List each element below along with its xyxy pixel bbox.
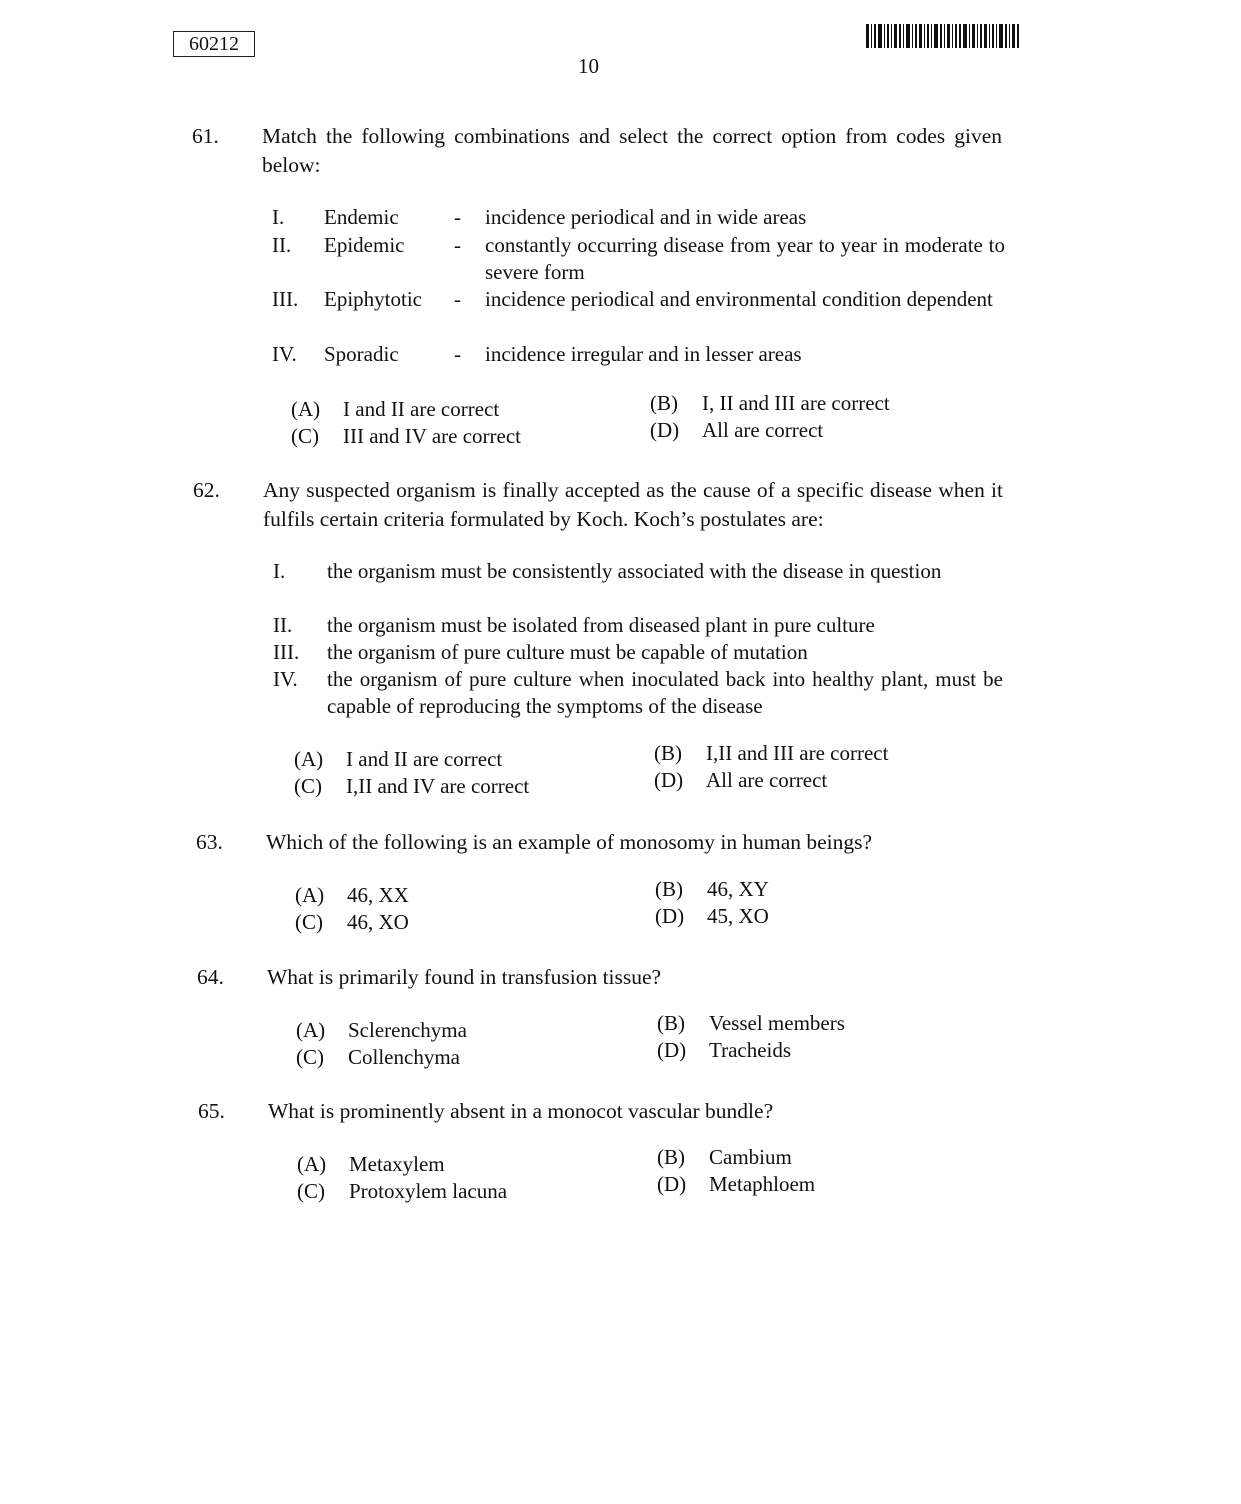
match-description: incidence periodical and in wide areas <box>485 205 807 229</box>
question-number: 64. <box>197 965 224 989</box>
criterion-text: the organism of pure culture must be capable of mutation <box>327 640 808 664</box>
question-number: 65. <box>198 1099 225 1123</box>
option-text: Protoxylem lacuna <box>349 1179 508 1203</box>
criterion-row <box>273 612 1013 639</box>
option-label: (C) <box>291 424 319 448</box>
option-a[interactable] <box>297 1151 445 1178</box>
option-text: Tracheids <box>709 1038 792 1062</box>
option-b[interactable] <box>650 390 890 417</box>
option-text: 46, XO <box>347 910 409 934</box>
match-description: incidence periodical and environmental condition dependent <box>485 287 993 311</box>
option-text: Metaphloem <box>709 1172 816 1196</box>
option-b[interactable] <box>657 1144 792 1171</box>
option-label: (D) <box>657 1038 687 1062</box>
option-c[interactable] <box>291 423 521 450</box>
option-a[interactable] <box>296 1017 467 1044</box>
match-roman: I. <box>272 205 285 229</box>
option-text: Sclerenchyma <box>348 1018 467 1042</box>
option-label: (A) <box>294 747 324 771</box>
option-label: (B) <box>657 1011 685 1035</box>
option-b[interactable] <box>654 740 888 767</box>
match-row <box>272 341 1012 368</box>
criterion-roman: I. <box>273 559 286 583</box>
match-dash: - <box>454 342 461 366</box>
option-d[interactable] <box>655 903 769 930</box>
match-term: Sporadic <box>324 342 399 366</box>
option-a[interactable] <box>295 882 409 909</box>
question-63 <box>196 828 1016 858</box>
option-label: (B) <box>654 741 682 765</box>
option-text: Vessel members <box>709 1011 845 1035</box>
option-text: I, II and III are correct <box>702 391 890 415</box>
criterion-roman: II. <box>273 613 293 637</box>
option-text: I and II are correct <box>343 397 500 421</box>
option-label: (A) <box>295 883 325 907</box>
option-label: (B) <box>650 391 678 415</box>
barcode-graphic <box>866 24 1021 48</box>
question-text: What is prominently absent in a monocot vascular bundle? <box>268 1099 774 1123</box>
match-term: Endemic <box>324 205 399 229</box>
option-text: Metaxylem <box>349 1152 445 1176</box>
match-row <box>272 232 1012 286</box>
option-label: (A) <box>291 397 321 421</box>
match-row <box>272 204 1012 231</box>
option-text: 46, XX <box>347 883 409 907</box>
match-row <box>272 286 1012 340</box>
match-dash: - <box>454 287 461 311</box>
option-label: (B) <box>655 877 683 901</box>
option-label: (A) <box>297 1152 327 1176</box>
match-dash: - <box>454 233 461 257</box>
option-label: (C) <box>294 774 322 798</box>
option-text: III and IV are correct <box>343 424 521 448</box>
option-label: (C) <box>296 1045 324 1069</box>
option-text: Cambium <box>709 1145 792 1169</box>
paper-code-box <box>173 31 255 57</box>
question-64 <box>197 963 1017 993</box>
question-62 <box>193 476 1013 536</box>
question-number: 63. <box>196 830 223 854</box>
option-c[interactable] <box>294 773 529 800</box>
criterion-text: the organism must be consistently associated with the disease in question <box>327 559 942 583</box>
criterion-text: the organism must be isolated from diseased plant in pure culture <box>327 613 875 637</box>
option-d[interactable] <box>650 417 823 444</box>
option-c[interactable] <box>295 909 409 936</box>
paper-code: 60212 <box>189 33 239 55</box>
criterion-text: the organism of pure culture when inoculated back into healthy plant, must be capable of reproducing the symptoms of the disease <box>327 667 1003 718</box>
option-label: (C) <box>297 1179 325 1203</box>
match-term: Epiphytotic <box>324 287 422 311</box>
match-description: incidence irregular and in lesser areas <box>485 342 802 366</box>
option-text: I and II are correct <box>346 747 503 771</box>
match-dash: - <box>454 205 461 229</box>
match-term: Epidemic <box>324 233 405 257</box>
question-65 <box>198 1097 1018 1127</box>
option-text: All are correct <box>702 418 824 442</box>
option-text: Collenchyma <box>348 1045 460 1069</box>
option-label: (D) <box>655 904 685 928</box>
criterion-row <box>273 558 1013 612</box>
question-text: What is primarily found in transfusion tissue? <box>267 965 662 989</box>
option-text: 45, XO <box>707 904 769 928</box>
question-text: Any suspected organism is finally accepted as the cause of a specific disease when it fulfils certain criteria formulated by Koch. Koch’s postulates are: <box>263 478 1003 531</box>
question-61 <box>192 122 1012 182</box>
option-c[interactable] <box>297 1178 507 1205</box>
option-d[interactable] <box>654 767 827 794</box>
match-roman: III. <box>272 287 299 311</box>
criterion-row <box>273 639 1013 666</box>
option-d[interactable] <box>657 1171 815 1198</box>
option-a[interactable] <box>291 396 499 423</box>
option-c[interactable] <box>296 1044 460 1071</box>
criterion-roman: IV. <box>273 667 298 691</box>
match-roman: IV. <box>272 342 297 366</box>
option-label: (D) <box>650 418 680 442</box>
option-text: I,II and IV are correct <box>346 774 530 798</box>
option-d[interactable] <box>657 1037 791 1064</box>
match-roman: II. <box>272 233 292 257</box>
criterion-row <box>273 666 1013 720</box>
match-description: constantly occurring disease from year to year in moderate to severe form <box>485 233 1005 284</box>
question-number: 61. <box>192 124 219 148</box>
question-text: Match the following combinations and select the correct option from codes given below: <box>262 124 1002 177</box>
option-text: All are correct <box>706 768 828 792</box>
question-number: 62. <box>193 478 220 502</box>
question-text: Which of the following is an example of monosomy in human beings? <box>266 830 873 854</box>
option-text: 46, XY <box>707 877 769 901</box>
option-text: I,II and III are correct <box>706 741 889 765</box>
option-label: (C) <box>295 910 323 934</box>
option-label: (D) <box>657 1172 687 1196</box>
option-b[interactable] <box>655 876 769 903</box>
option-label: (B) <box>657 1145 685 1169</box>
page-number: 10 <box>578 54 599 78</box>
criterion-roman: III. <box>273 640 300 664</box>
option-b[interactable] <box>657 1010 845 1037</box>
option-a[interactable] <box>294 746 502 773</box>
option-label: (A) <box>296 1018 326 1042</box>
option-label: (D) <box>654 768 684 792</box>
